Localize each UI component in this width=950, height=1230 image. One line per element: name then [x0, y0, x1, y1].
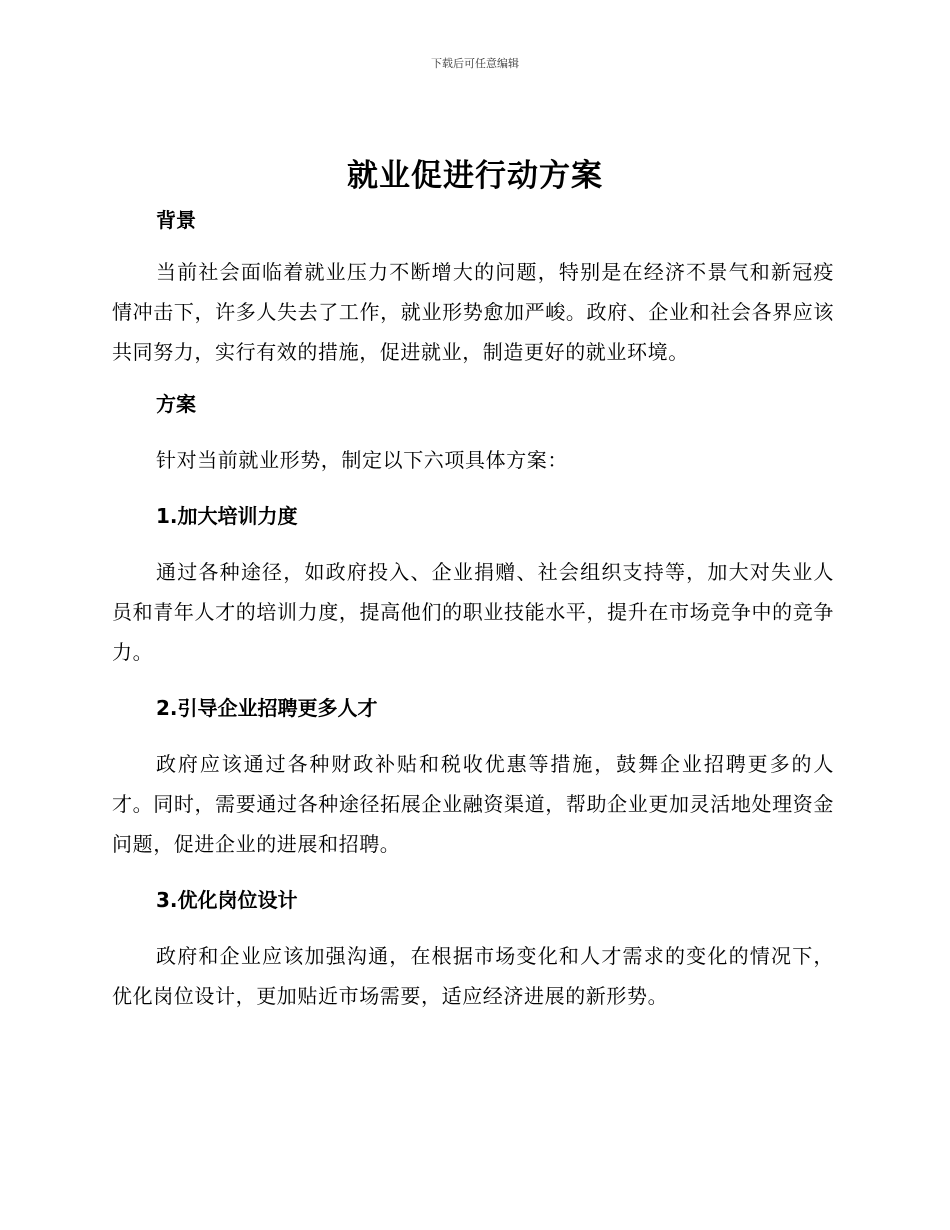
plan-intro-paragraph: 针对当前就业形势，制定以下六项具体方案： — [156, 448, 568, 472]
item-paragraph-2: 政府应该通过各种财政补贴和税收优惠等措施，鼓舞企业招聘更多的人才。同时，需要通过各种途径拓展企业融资渠道，帮助企业更加灵活地处理资金问题，促进企业的进展和招聘。 — [112, 752, 834, 856]
item-heading-2: 2.引导企业招聘更多人才 — [156, 696, 378, 720]
page-header-note: 下载后可任意编辑 — [431, 57, 519, 70]
document-title: 就业促进行动方案 — [347, 158, 603, 194]
background-paragraph: 当前社会面临着就业压力不断增大的问题，特别是在经济不景气和新冠疫情冲击下，许多人失去了工作，就业形势愈加严峻。政府、企业和社会各界应该共同努力，实行有效的措施，促进就业，制造更好的就业环境。 — [112, 260, 834, 364]
document-body — [112, 200, 834, 1016]
item-heading-3: 3.优化岗位设计 — [156, 888, 298, 912]
section-heading-plan: 方案 — [156, 392, 196, 416]
section-heading-background: 背景 — [156, 208, 196, 232]
item-heading-1: 1.加大培训力度 — [156, 504, 298, 528]
item-paragraph-1: 通过各种途径，如政府投入、企业捐赠、社会组织支持等，加大对失业人员和青年人才的培训力度，提高他们的职业技能水平，提升在市场竞争中的竞争力。 — [112, 560, 834, 664]
item-paragraph-3: 政府和企业应该加强沟通，在根据市场变化和人才需求的变化的情况下，优化岗位设计，更加贴近市场需要，适应经济进展的新形势。 — [112, 944, 834, 1008]
